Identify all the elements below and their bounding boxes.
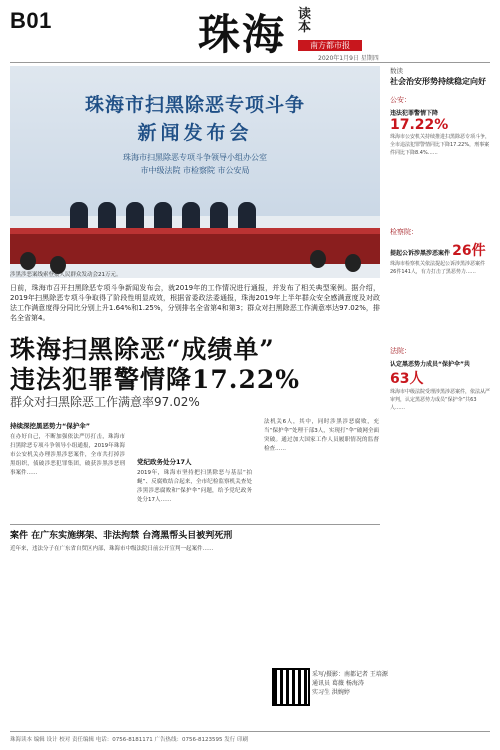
sidebar-title: 社会治安形势持续稳定向好 [390, 77, 486, 86]
credit-line: 采写/摄影：南都记者 王培源 [312, 671, 388, 678]
section-title: 珠海 [198, 10, 287, 59]
banner-organizer: 珠海市扫黑除恶专项斗争领导小组办公室 [123, 153, 267, 162]
column-heading: 持续深挖黑恶势力“保护伞” [10, 422, 91, 430]
headline-line2: 违法犯罪警情降17.22% [10, 365, 301, 394]
section-police: 公安： [390, 96, 411, 104]
subheadline: 群众对扫黑除恶工作满意率97.02% [10, 395, 200, 409]
lead-paragraph: 日前，珠海市召开扫黑除恶专项斗争新闻发布会，就2019年的工作情况进行通报，并发布了相关典型案例。据介绍，2019年扫黑除恶专项斗争取得了阶段性明显成效，根据省委政法委通报，珠海2019年上半年群众安全感满意度及对政法工作满意度得分同比分别上升1.64%和1.25%，分别排名全省第4和第3；群众对扫黑除恶工作满意率达97.02%，排名全省第4。 [10, 284, 380, 322]
stat-police [390, 108, 490, 133]
column-text: 2019年，珠海市坚持把扫黑除恶与基层“拍蝇”、反腐败结合起来，全市纪检监察机关查处涉黑涉恶腐败和“保护伞”问题，给予党纪政务处分17人…… [137, 470, 252, 503]
section-text: 珠海市中级法院受理涉黑涉恶案件，依法从严审判，认定黑恶势力成员“保护伞”共63人…… [390, 389, 491, 411]
sidebar-kicker: 数读 [390, 67, 403, 75]
audience-head [345, 254, 361, 272]
qr-code[interactable] [272, 668, 310, 706]
credits [312, 670, 388, 697]
column-heading: 党纪政务处分17人 [137, 458, 192, 466]
case-divider [10, 524, 380, 525]
masthead [0, 0, 500, 62]
brand-label: 南方都市报 [298, 40, 362, 51]
banner-subtitle: 新闻发布会 [137, 122, 253, 144]
column-text: 法机关6人，其中，同时涉黑涉恶腐败，充当“保护伞”处理干部3人，实现打“伞”破网全面突破。通过加大国家工作人员履职情况的监督检查…… [264, 419, 379, 452]
footer-info: 珠海读本 编辑 设计 校对 责任编辑 电话：0756-8181171 广告热线：0756-8123595 发行 印刷 [10, 737, 248, 743]
issue-date: 2020年1月9日 星期四 [318, 55, 379, 62]
article-column-3 [264, 418, 379, 454]
credit-line: 实习生 洪婉婷 [312, 689, 350, 696]
section-procuratorate: 检察院： [390, 228, 418, 236]
column-text: 在办好自己，不断加强依法严厉打击，珠海市扫黑除恶专项斗争领导小组通报，2019年珠海市公安机关办理涉黑涉恶案件，全市共打掉涉黑组织，侦破涉恶犯罪集团，破获涉黑涉恶刑事案件…… [10, 434, 125, 476]
stat-value: 17.22% [390, 117, 449, 133]
press-conference-banner [10, 66, 380, 216]
section-court: 法院： [390, 347, 411, 355]
right-sidebar [390, 66, 490, 412]
headline-line1: 珠海扫黑除恶“成绩单” [10, 335, 275, 364]
stat-court [390, 359, 490, 388]
case-text: 近年来，违法分子在广东省自贸区内部，珠海市中级法院日前公开宣判一起案件…… [10, 546, 214, 552]
article-column-2 [137, 418, 252, 505]
case-headline: 案件 在广东实施绑架、非法拘禁 台湾黑帮头目被判死刑 [10, 531, 233, 541]
photo-caption: 涉黑涉恶案线索登报人民群众发动会21万元。 [10, 272, 122, 278]
section-subtitle: 读本 [298, 7, 312, 35]
stat-value: 26件 [452, 243, 486, 259]
masthead-divider [10, 62, 490, 63]
audience-head [20, 252, 36, 270]
stat-label: 认定黑恶势力成员“保护伞”共 [390, 361, 470, 368]
hero-photo [10, 66, 380, 278]
page-number: B01 [10, 8, 52, 33]
stat-procuratorate [390, 240, 490, 260]
stat-value: 63人 [390, 371, 424, 387]
banner-agencies: 市中级法院 市检察院 市公安局 [140, 166, 250, 175]
article-column-1 [10, 418, 125, 478]
stat-label: 违法犯罪警情下降 [390, 110, 439, 117]
section-text: 珠海市公安机关持续推进扫黑除恶专项斗争，全市违法犯罪警情同比下降17.22%，刑事案件同比下降8.4%…… [390, 134, 491, 156]
banner-title: 珠海市扫黑除恶专项斗争 [84, 94, 305, 116]
audience-head [310, 250, 326, 268]
footer-divider [10, 731, 490, 732]
credit-line: 通讯员 葛薇 杨海涛 [312, 680, 364, 687]
section-text: 珠海市检察机关依法提起公诉涉黑涉恶案件26件141人，有力打击了黑恶势力…… [390, 261, 486, 275]
stat-label: 提起公诉涉黑涉恶案件 [390, 250, 451, 257]
